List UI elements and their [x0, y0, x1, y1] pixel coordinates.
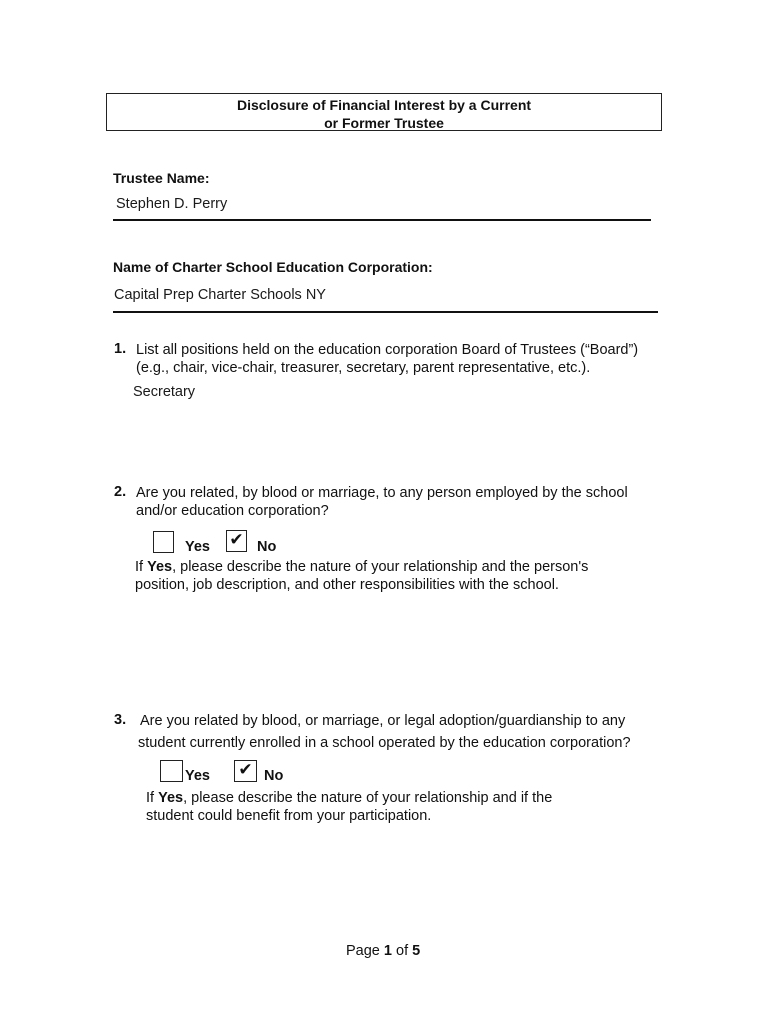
page-number-current: 1	[383, 943, 392, 959]
question-3-followup-line-2: student could benefit from your participation.	[146, 808, 432, 824]
form-title-line-1: Disclosure of Financial Interest by a Current	[236, 97, 532, 113]
question-3-followup-rest: , please describe the nature of your relationship and if the	[183, 790, 553, 806]
question-2-yes-checkbox[interactable]	[153, 531, 174, 553]
trustee-name-value[interactable]: Stephen D. Perry	[116, 196, 228, 212]
corporation-name-value[interactable]: Capital Prep Charter Schools NY	[114, 287, 326, 303]
question-3-text-line-2: student currently enrolled in a school operated by the education corporation?	[138, 735, 631, 751]
question-3-no-checkbox[interactable]: ✔	[234, 760, 257, 782]
question-2-followup-line-2: position, job description, and other responsibilities with the school.	[135, 577, 559, 593]
page-number-prefix: Page	[346, 943, 384, 959]
question-3-no-label: No	[264, 768, 284, 784]
form-title-box	[106, 93, 662, 131]
question-2-followup-line-1	[135, 558, 588, 576]
question-2-yes-label: Yes	[185, 539, 210, 555]
form-title-line-2: or Former Trustee	[324, 115, 444, 131]
question-3-followup-line-1	[146, 789, 552, 807]
corporation-name-label: Name of Charter School Education Corporation:	[113, 259, 433, 275]
question-2-text-line-2: and/or education corporation?	[136, 503, 329, 519]
page-number-total: 5	[412, 943, 421, 959]
question-1-number: 1.	[114, 341, 127, 357]
question-1-answer[interactable]: Secretary	[133, 384, 196, 400]
question-2-followup-yes: Yes	[147, 559, 173, 575]
question-2-no-checkbox[interactable]: ✔	[226, 530, 247, 552]
question-2-followup-rest: , please describe the nature of your relationship and the person's	[172, 559, 589, 575]
question-3-yes-checkbox[interactable]	[160, 760, 183, 782]
question-3-text-line-1: Are you related by blood, or marriage, or legal adoption/guardianship to any	[140, 713, 626, 729]
question-2-text-line-1: Are you related, by blood or marriage, to any person employed by the school	[136, 485, 628, 501]
question-2-no-label: No	[257, 539, 277, 555]
question-3-followup-prefix: If	[146, 790, 159, 806]
trustee-name-label: Trustee Name:	[113, 170, 210, 186]
question-3-number: 3.	[114, 712, 127, 728]
question-1-text-line-1: List all positions held on the education corporation Board of Trustees (“Board”)	[136, 342, 639, 358]
question-3-followup-yes: Yes	[158, 790, 184, 806]
question-2-followup-prefix: If	[135, 559, 148, 575]
question-1-text-line-2: (e.g., chair, vice-chair, treasurer, secretary, parent representative, etc.).	[136, 360, 591, 376]
question-3-yes-label: Yes	[185, 768, 210, 784]
page-number	[346, 943, 420, 959]
trustee-name-underline	[113, 219, 651, 221]
corporation-name-underline	[113, 311, 658, 313]
page-number-middle: of	[391, 943, 413, 959]
question-2-number: 2.	[114, 484, 127, 500]
